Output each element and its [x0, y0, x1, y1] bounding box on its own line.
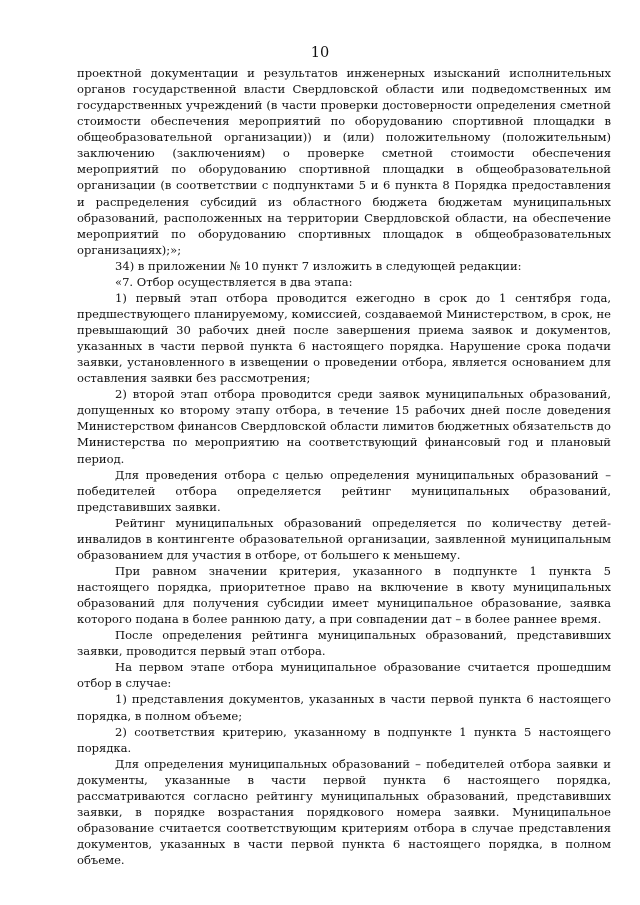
document-body — [77, 65, 611, 868]
paragraph: «7. Отбор осуществляется в два этапа: — [115, 274, 353, 289]
paragraph: 34) в приложении № 10 пункт 7 изложить в следующей редакции: — [115, 258, 522, 273]
paragraph: 2) второй этап отбора проводится среди заявок муниципальных образований, допущенных ко второму этапу отбора, в течение 15 рабочих дней после доведения Министерством финансов Свердловской области лимитов бюджетных обязательств до Министерства по мероприятию на соответствующий финансовый год и плановый период. — [77, 387, 611, 466]
paragraph: проектной документации и результатов инженерных изысканий исполнительных органов государственной власти Свердловской области или подведомственных им государственных учреждений (в части проверки достоверности определения сметной стоимости обеспечения мероприятий по оборудованию спортивной площадки в общеобразовательной организации)) и (или) положительному (положительным) заключению (заключениям) о проверке сметной стоимости обеспечения мероприятий по оборудованию спортивной площадки в общеобразовательной организации (в соответствии с подпунктами 5 и 6 пункта 8 Порядка предоставления и распределения субсидий из областного бюджета бюджетам муниципальных образований, расположенных на территории Свердловской области, на обеспечение мероприятий по оборудованию спортивных площадок в общеобразовательных организациях);»; — [77, 66, 611, 257]
paragraph: 1) первый этап отбора проводится ежегодно в срок до 1 сентября года, предшествующего планируемому, комиссией, создаваемой Министерством, в срок, не превышающий 30 рабочих дней после завершения приема заявок и документов, указанных в части первой пункта 6 настоящего порядка. Нарушение срока подачи заявки, установленного в извещении о проведении отбора, является основанием для оставления заявки без рассмотрения; — [77, 290, 611, 386]
page-number: 10 — [310, 45, 330, 61]
paragraph: Для определения муниципальных образований – победителей отбора заявки и документы, указанные в части первой пункта 6 настоящего порядка, рассматриваются согласно рейтингу муниципальных образований, представивших заявки, в порядке возрастания порядкового номера заявки. Муниципальное образование считается соответствующим критериям отбора в случае представления документов, указанных в части первой пункта 6 настоящего порядка, в полном объеме. — [77, 756, 611, 868]
paragraph: Рейтинг муниципальных образований определяется по количеству детей-инвалидов в контингенте образовательной организации, заявленной муниципальным образованием для участия в отборе, от большего к меньшему. — [77, 515, 611, 562]
paragraph: При равном значении критерия, указанного в подпункте 1 пункта 5 настоящего порядка, приоритетное право на включение в квоту муниципальных образований для получения субсидии имеет муниципальное образование, заявка которого подана в более раннюю дату, а при совпадении дат – в более раннее время. — [77, 563, 611, 627]
paragraph: 2) соответствия критерию, указанному в подпункте 1 пункта 5 настоящего порядка. — [77, 724, 611, 755]
paragraph: Для проведения отбора с целью определения муниципальных образований – победителей отбора определяется рейтинг муниципальных образований, представивших заявки. — [77, 467, 611, 514]
paragraph: 1) представления документов, указанных в части первой пункта 6 настоящего порядка, в полном объеме; — [77, 692, 611, 723]
paragraph: На первом этапе отбора муниципальное образование считается прошедшим отбор в случае: — [77, 660, 611, 691]
paragraph: После определения рейтинга муниципальных образований, представивших заявки, проводится первый этап отбора. — [77, 628, 611, 659]
